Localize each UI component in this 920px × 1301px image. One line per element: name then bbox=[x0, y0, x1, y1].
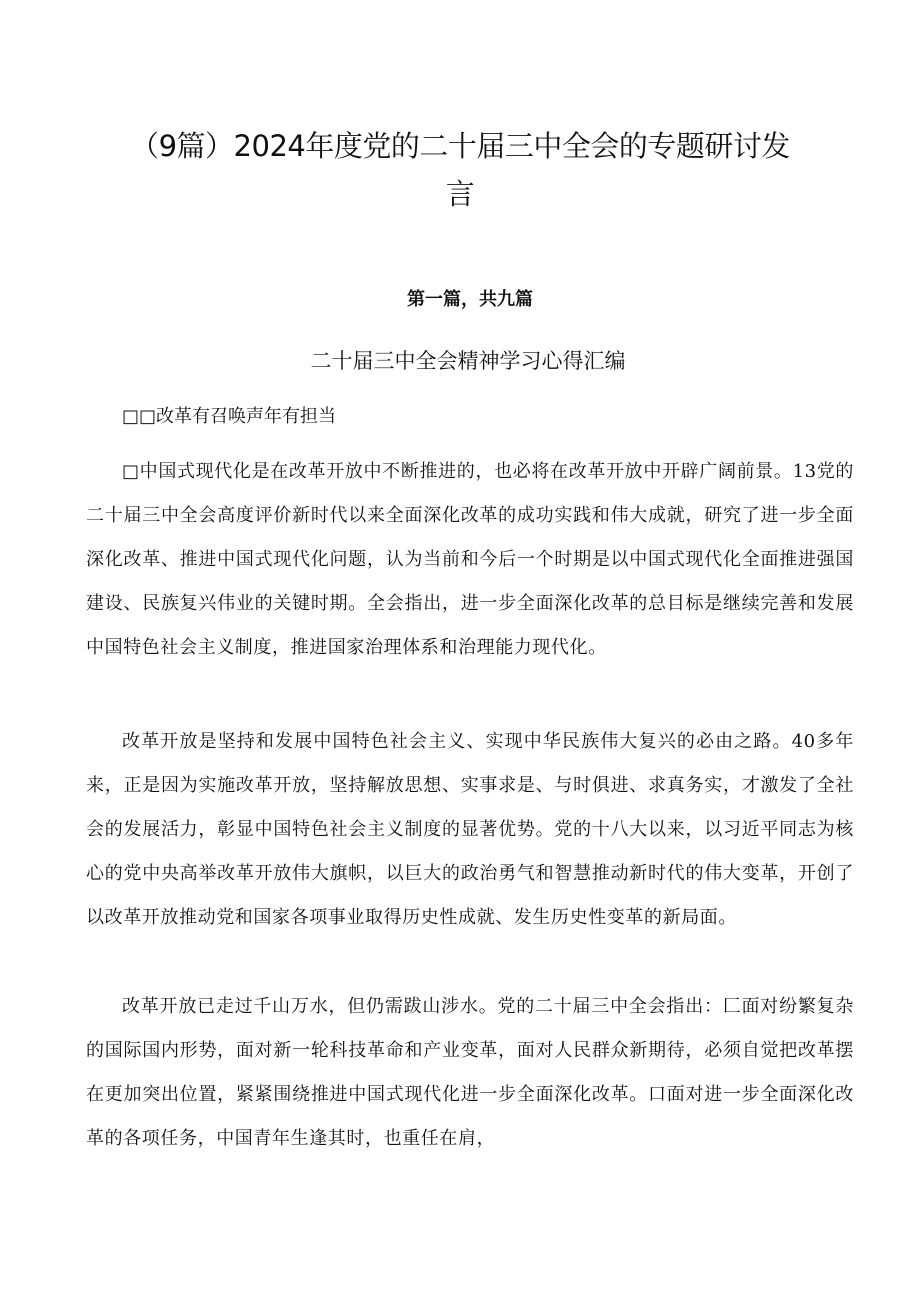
body-paragraph-3: 改革开放已走过千山万水，但仍需跋山涉水。党的二十届三中全会指出：匚面对纷繁复杂的国际国内形势，面对新一轮科技革命和产业变革，面对人民群众新期待，必须自觉把改革摆在更加突出位置，紧紧围绕推进中国式现代化进一步全面深化改革。口面对进一步全面深化改革的各项任务，中国青年生逢其时，也重任在肩， bbox=[86, 996, 854, 1149]
document-title-line-1: （9篇）2024年度党的二十届三中全会的专题研讨发 bbox=[130, 129, 790, 163]
body-paragraph-1: □中国式现代化是在改革开放中不断推进的，也必将在改革开放中开辟广阔前景。13党的二十届三中全会高度评价新时代以来全面深化改革的成功实践和伟大成就，研究了进一步全面深化改革、推进中国式现代化问题，认为当前和今后一个时期是以中国式现代化全面推进强国建设、民族复兴伟业的关键时期。全会指出，进一步全面深化改革的总目标是继续完善和发展中国特色社会主义制度，推进国家治理体系和治理能力现代化。 bbox=[86, 461, 854, 658]
document-title bbox=[110, 122, 810, 218]
section-heading: □□改革有召唤声年有担当 bbox=[122, 406, 337, 427]
body-paragraph-2: 改革开放是坚持和发展中国特色社会主义、实现中华民族伟大复兴的必由之路。40多年来，正是因为实施改革开放，坚持解放思想、实事求是、与时俱进、求真务实，才激发了全社会的发展活力，彰显中国特色社会主义制度的显著优势。党的十八大以来，以习近平同志为核心的党中央高举改革开放伟大旗帜，以巨大的政治勇气和智慧推动新时代的伟大变革，开创了以改革开放推动党和国家各项事业取得历史性成就、发生历史性变革的新局面。 bbox=[86, 731, 854, 928]
part-label: 第一篇，共九篇 bbox=[407, 289, 533, 310]
section-subtitle: 二十届三中全会精神学习心得汇编 bbox=[310, 349, 626, 373]
document-title-line-2: 言 bbox=[445, 177, 475, 211]
